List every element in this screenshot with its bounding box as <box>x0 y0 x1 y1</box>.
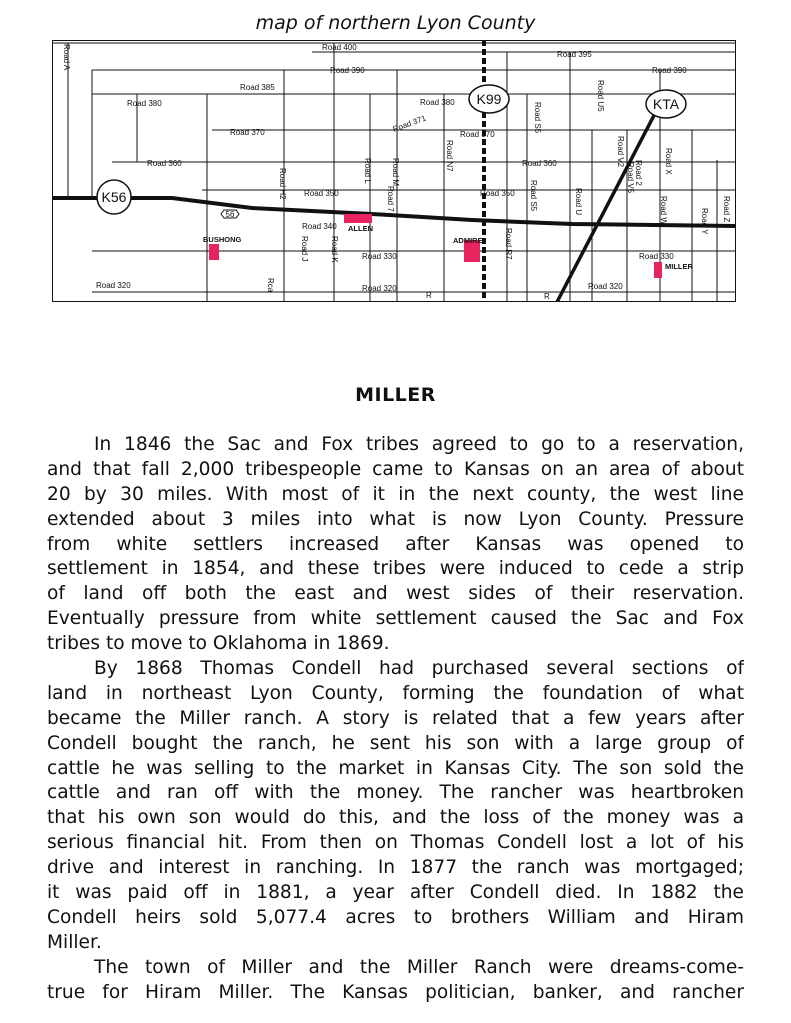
road-label: Road 380 <box>420 98 455 107</box>
text-line: tribes to move to Oklahoma in 1869. <box>47 633 390 655</box>
road-label: Road Z <box>722 196 731 223</box>
road-label: Road U5 <box>596 80 605 112</box>
town-label-miller: MILLER <box>665 262 693 271</box>
road-label: Road S5 <box>533 102 542 134</box>
shield-k56: K56 <box>101 189 127 205</box>
road-label: Road 330 <box>362 252 397 261</box>
text-line: Eventually pressure from white settlement caused the Sac and Fox <box>47 608 744 630</box>
road-label: Road 340 <box>302 222 337 231</box>
text-line: land in northeast Lyon County, forming the foundation of what <box>47 682 744 704</box>
road-label: Road 390 <box>330 66 365 75</box>
road-label: Road 370 <box>230 128 265 137</box>
text-line: serious financial hit. From then on Thomas Condell lost a lot of his <box>47 832 744 854</box>
road-label: Road 370 <box>460 130 495 139</box>
road-label: Road S5 <box>529 180 538 212</box>
text-line: cattle and ran off with the money. The rancher was heartbroken <box>47 782 744 804</box>
text-line: In 1846 the Sac and Fox tribes agreed to go to a reservation, <box>94 434 744 455</box>
road-label: Road V5 <box>626 162 635 194</box>
text-line: The town of Miller and the Miller Ranch were dreams-come- <box>94 956 744 978</box>
text-line: Miller. <box>47 931 102 953</box>
road-label: Road 380 <box>127 99 162 108</box>
text-line: true for Hiram Miller. The Kansas politician, banker, and rancher <box>47 981 744 1003</box>
road-label: Road J <box>300 236 309 262</box>
road-label: Road R7 <box>504 228 513 260</box>
road-label: Rca <box>266 278 275 293</box>
road-label: Road 395 <box>557 50 592 59</box>
article-body <box>47 433 744 1005</box>
shield-kta: KTA <box>652 96 680 112</box>
road-label: Road 320 <box>362 284 397 293</box>
shield-k99: K99 <box>476 91 502 107</box>
road-label: Road 2 <box>634 160 643 186</box>
road-label: Road N7 <box>445 140 454 172</box>
road-label: R <box>426 291 432 300</box>
text-line: extended about 3 miles into what is now Lyon County. Pressure <box>47 508 744 530</box>
text-line: Condell heirs sold 5,077.4 acres to brothers William and Hiram <box>47 906 744 928</box>
road-label: Road H2 <box>278 168 287 200</box>
road-label: Road 390 <box>652 66 687 75</box>
road-label: Road 360 <box>522 159 557 168</box>
road-label: Road X <box>664 148 673 175</box>
road-label: Road 350 <box>480 189 515 198</box>
road-label: Road L <box>363 158 372 184</box>
text-line: drive and interest in ranching. In 1877 the ranch was mortgaged; <box>47 857 744 879</box>
text-line: that his own son would do this, and the loss of the money was a <box>47 807 744 829</box>
road-label: R <box>544 292 550 301</box>
lyon-county-map <box>52 40 736 302</box>
road-label: Road 385 <box>240 83 275 92</box>
road-label: Road 320 <box>96 281 131 290</box>
town-label-allen: ALLEN <box>348 224 373 233</box>
road-label: Road M <box>391 158 400 187</box>
text-line: and that fall 2,000 tribespeople came to Kansas on an area of about <box>47 458 744 480</box>
text-line: from white settlers increased after Kansas was opened to <box>47 533 744 555</box>
town-label-bushong: BUSHONG <box>203 235 242 244</box>
town-label-admire: ADMIRE <box>453 236 483 245</box>
route-56-marker: 56 <box>225 210 235 219</box>
road-label: Road 350 <box>304 189 339 198</box>
section-heading: MILLER <box>355 384 436 406</box>
text-line: Condell bought the ranch, he sent his son with a large group of <box>47 732 744 754</box>
road-label: Road A <box>62 44 71 71</box>
text-line: it was paid off in 1881, a year after Condell died. In 1882 the <box>47 882 744 904</box>
road-label: Road 330 <box>639 252 674 261</box>
map-caption: map of northern Lyon County <box>255 12 536 34</box>
text-line: cattle he was selling to the market in Kansas City. The son sold the <box>47 757 744 779</box>
road-label: Road V2 <box>616 136 625 168</box>
road-label: Road W <box>659 196 668 225</box>
road-label: Road 371 <box>391 113 428 134</box>
road-label: Road 400 <box>322 43 357 52</box>
road-label: Road U <box>574 188 583 216</box>
text-line: By 1868 Thomas Condell had purchased several sections of <box>94 658 744 680</box>
road-label: Road K <box>330 236 339 263</box>
text-line: 20 by 30 miles. With most of it in the next county, the west line <box>47 483 744 505</box>
text-line: became the Miller ranch. A story is related that a few years after <box>47 707 744 729</box>
road-label: Road 360 <box>147 159 182 168</box>
road-label: Road 7 <box>386 186 395 212</box>
text-line: of land off both the east and west sides of their reservation. <box>47 583 744 605</box>
road-label: Road Y <box>700 208 709 235</box>
road-label: Road 320 <box>588 282 623 291</box>
text-line: settlement in 1854, and these tribes were induced to cede a strip <box>47 558 744 580</box>
